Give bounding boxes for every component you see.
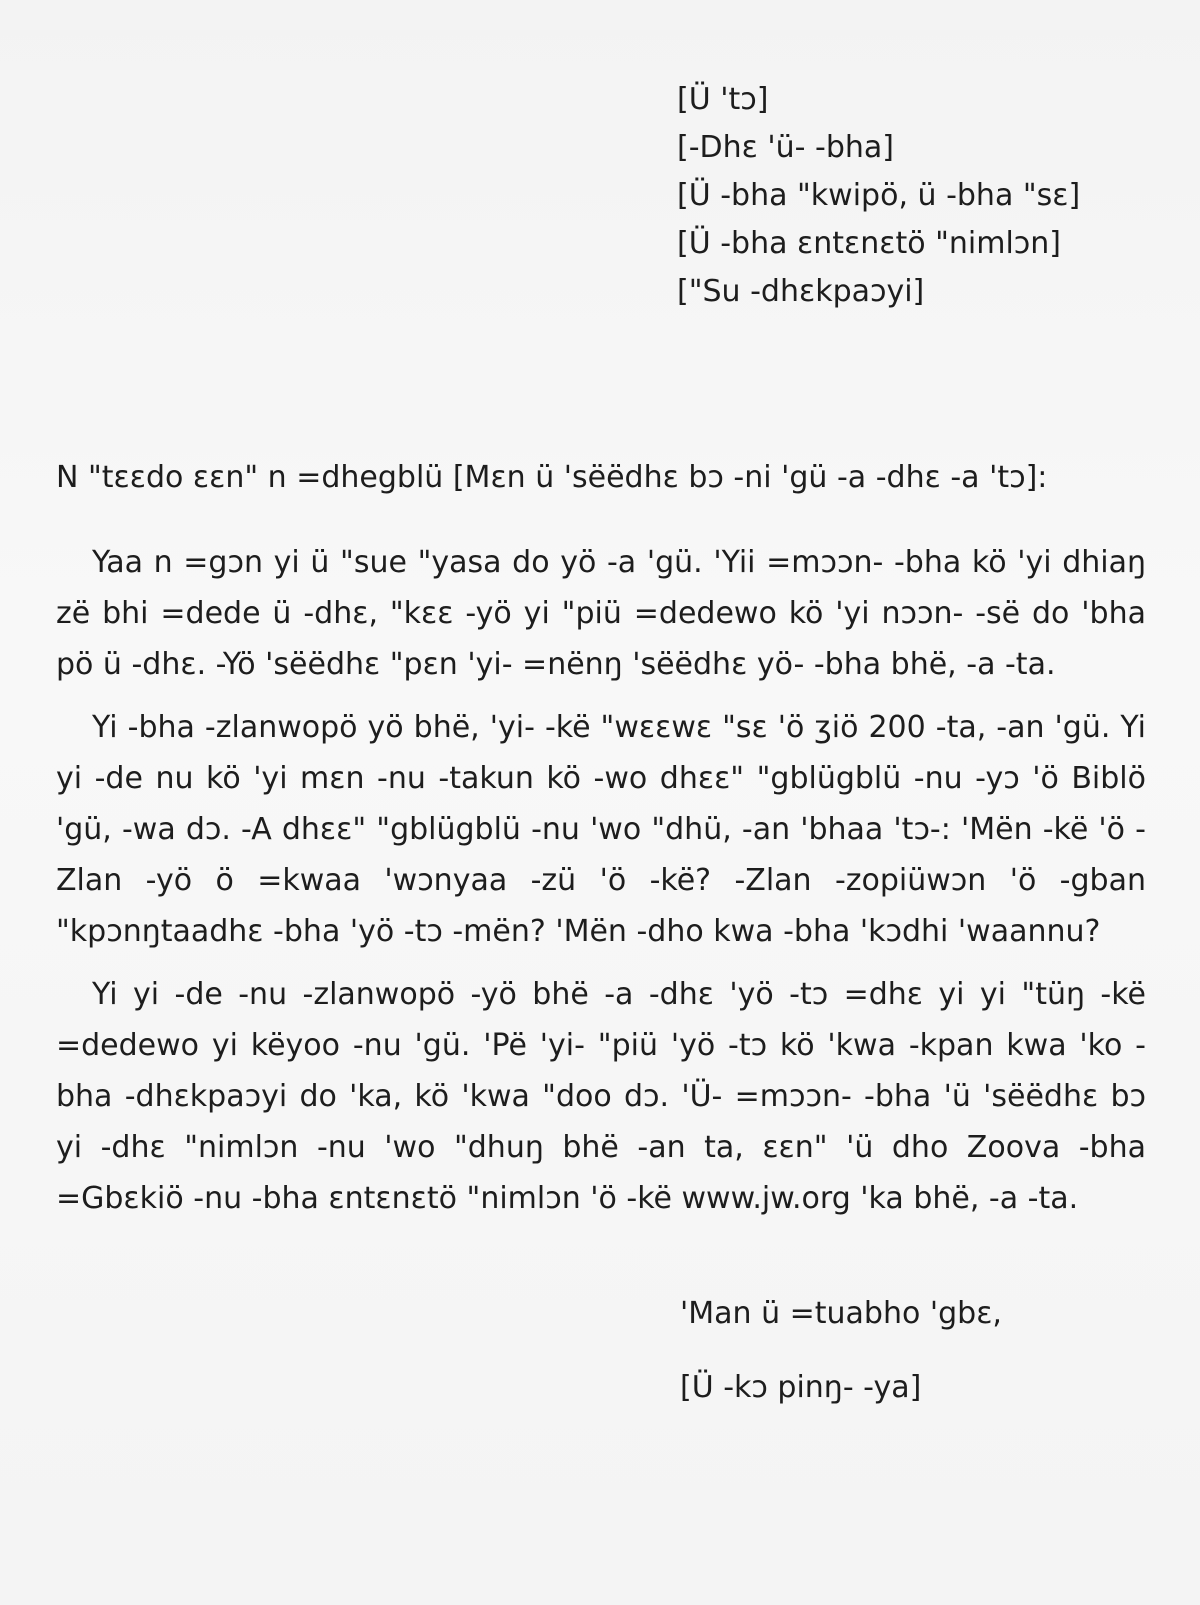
letter-signature: [Ü -kɔ pinŋ- -ya] [680, 1370, 922, 1405]
sender-email: [Ü -bha ɛntɛnɛtö "nimlɔn] [677, 226, 1061, 261]
body-paragraph: Yi -bha -zlanwopö yö bhë, 'yi- -kë "wɛɛwɛ "sɛ 'ö ʒiö 200 -ta, -an 'gü. Yi yi -de nu kö 'yi mɛn -nu -takun kö -wo dhɛɛ" "gblügblü -nu -yɔ 'ö Biblö 'gü, -wa dɔ. -A dhɛɛ" "gblügblü -nu 'wo "dhü, -an 'bhaa 'tɔ-: 'Mën -kë 'ö -Zlan -yö ö =kwaa 'wɔnyaa -zü 'ö -kë? -Zlan -zopiüwɔn 'ö -gban "kpɔnŋtaadhɛ -bha 'yö -tɔ -mën? 'Mën -dho kwa -bha 'kɔdhi 'waannu? [56, 710, 1146, 949]
sender-street: [-Dhɛ 'ü- -bha] [677, 130, 894, 165]
sender-address-block [677, 76, 1177, 316]
sender-city-postal: [Ü -bha "kwipö, ü -bha "sɛ] [677, 178, 1081, 213]
body-paragraph: Yaa n =gɔn yi ü "sue "yasa do yö -a 'gü. 'Yii =mɔɔn- -bha kö 'yi dhiaŋ zë bhi =dede ü -dhɛ, "kɛɛ -yö yi "piü =dedewo kö 'yi nɔɔn- -së do 'bha pö ü -dhɛ. -Yö 'sëëdhɛ "pɛn 'yi- =nënŋ 'sëëdhɛ yö- -bha bhë, -a -ta. [56, 545, 1146, 682]
letter-greeting: N "tɛɛdo ɛɛn" n =dhegblü [Mɛn ü 'sëëdhɛ bɔ -ni 'gü -a -dhɛ -a 'tɔ]: [56, 460, 1048, 495]
letter-closing: 'Man ü =tuabho 'gbɛ, [680, 1296, 1002, 1331]
sender-name: [Ü 'tɔ] [677, 82, 769, 117]
body-paragraph: Yi yi -de -nu -zlanwopö -yö bhë -a -dhɛ 'yö -tɔ =dhɛ yi yi "tüŋ -kë =dedewo yi këyoo -nu 'gü. 'Pë 'yi- "piü 'yö -tɔ kö 'kwa -kpan kwa 'ko -bha -dhɛkpaɔyi do 'ka, kö 'kwa "doo dɔ. 'Ü- =mɔɔn- -bha 'ü 'sëëdhɛ bɔ yi -dhɛ "nimlɔn -nu 'wo "dhuŋ bhë -an ta, ɛɛn" 'ü dho Zoova -bha =Gbɛkiö -nu -bha ɛntɛnɛtö "nimlɔn 'ö -kë www.jw.org 'ka bhë, -a -ta. [56, 977, 1146, 1216]
sender-date: ["Su -dhɛkpaɔyi] [677, 274, 925, 309]
letter-body [56, 537, 1146, 1236]
